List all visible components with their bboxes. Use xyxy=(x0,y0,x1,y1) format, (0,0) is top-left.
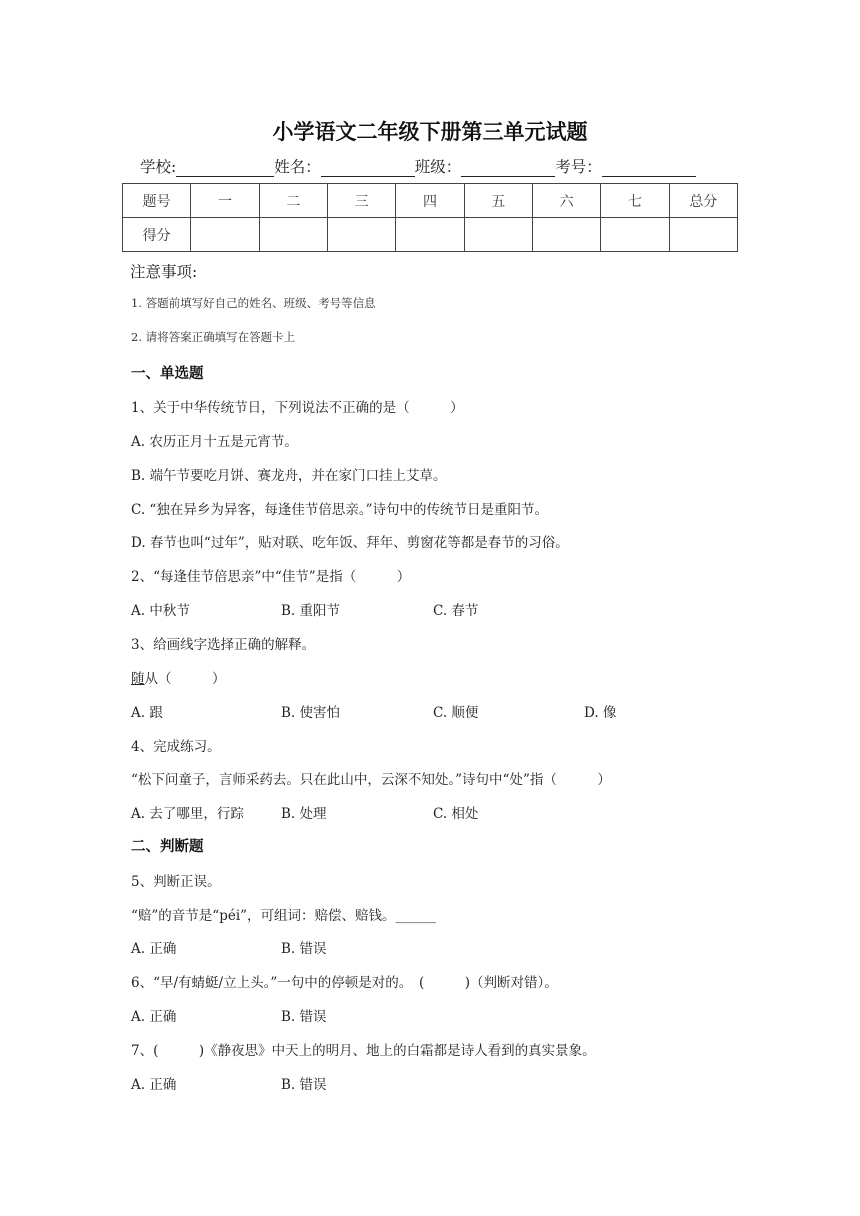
score-header-cell: 六 xyxy=(532,184,600,218)
question-1-stem: 1、关于中华传统节日，下列说法不正确的是（ ） xyxy=(131,400,464,416)
score-table xyxy=(122,183,738,252)
note-item: 1. 答题前填写好自己的姓名、班级、考号等信息 xyxy=(131,296,376,310)
question-5-option-a[interactable]: A. 正确 xyxy=(131,941,177,957)
score-cell[interactable] xyxy=(396,218,464,252)
question-4-passage: “松下问童子，言师采药去。只在此山中，云深不知处。”诗句中“处”指（ ） xyxy=(131,772,611,788)
question-6-option-a[interactable]: A. 正确 xyxy=(131,1009,177,1025)
exam-title: 小学语文二年级下册第三单元试题 xyxy=(272,120,588,144)
question-3-word-rest: 从（ ） xyxy=(144,671,226,687)
question-5-option-b[interactable]: B. 错误 xyxy=(281,941,327,957)
score-header-cell: 题号 xyxy=(123,184,191,218)
score-row-label: 得分 xyxy=(123,218,191,252)
score-table-score-row xyxy=(123,218,738,252)
score-header-cell: 总分 xyxy=(669,184,737,218)
question-5-stem: 5、判断正误。 xyxy=(131,874,221,890)
exam-number-label: 考号： xyxy=(555,158,602,176)
exam-number-blank[interactable] xyxy=(602,160,696,177)
question-1-option-b[interactable]: B. 端午节要吃月饼、赛龙舟，并在家门口挂上艾草。 xyxy=(131,468,447,484)
score-cell[interactable] xyxy=(327,218,395,252)
question-2-stem: 2、“每逢佳节倍思亲”中“佳节”是指（ ） xyxy=(131,569,411,585)
score-cell[interactable] xyxy=(464,218,532,252)
question-3-option-a[interactable]: A. 跟 xyxy=(131,705,163,721)
question-3-option-c[interactable]: C. 顺便 xyxy=(433,705,479,721)
name-label: 姓名： xyxy=(274,158,321,176)
question-2-option-c[interactable]: C. 春节 xyxy=(433,603,479,619)
underlined-character: 随 xyxy=(131,671,145,687)
score-cell[interactable] xyxy=(532,218,600,252)
question-7-option-b[interactable]: B. 错误 xyxy=(281,1077,327,1093)
class-blank[interactable] xyxy=(461,160,555,177)
question-7-stem: 7、( )《静夜思》中天上的明月、地上的白霜都是诗人看到的真实景象。 xyxy=(131,1043,596,1059)
score-header-cell: 四 xyxy=(396,184,464,218)
question-3-option-b[interactable]: B. 使害怕 xyxy=(281,705,341,721)
question-4-option-b[interactable]: B. 处理 xyxy=(281,806,327,822)
score-cell[interactable] xyxy=(191,218,259,252)
score-cell[interactable] xyxy=(601,218,669,252)
score-table-header-row xyxy=(123,184,738,218)
section-heading-single-choice: 一、单选题 xyxy=(131,366,204,382)
question-4-stem: 4、完成练习。 xyxy=(131,739,221,755)
question-3-stem: 3、给画线字选择正确的解释。 xyxy=(131,637,316,653)
question-3-word xyxy=(131,667,226,687)
score-header-cell: 三 xyxy=(327,184,395,218)
note-item: 2. 请将答案正确填写在答题卡上 xyxy=(131,330,296,344)
question-6-option-b[interactable]: B. 错误 xyxy=(281,1009,327,1025)
question-5-statement: “赔”的音节是“péi”，可组词：赔偿、赔钱。______ xyxy=(131,908,437,924)
score-header-cell: 七 xyxy=(601,184,669,218)
question-2-option-a[interactable]: A. 中秋节 xyxy=(131,603,190,619)
section-heading-true-false: 二、判断题 xyxy=(131,839,204,855)
name-blank[interactable] xyxy=(321,160,415,177)
class-label: 班级： xyxy=(414,158,462,176)
question-6-stem: 6、“早/有蜻蜓/立上头。”一句中的停顿是对的。 ( )（判断对错）。 xyxy=(131,975,558,991)
question-1-option-a[interactable]: A. 农历正月十五是元宵节。 xyxy=(131,434,298,450)
question-4-option-c[interactable]: C. 相处 xyxy=(433,806,479,822)
notes-heading: 注意事项: xyxy=(130,263,198,281)
question-1-option-c[interactable]: C. “独在异乡为异客，每逢佳节倍思亲。”诗句中的传统节日是重阳节。 xyxy=(131,502,548,518)
score-header-cell: 二 xyxy=(259,184,327,218)
score-cell[interactable] xyxy=(259,218,327,252)
score-header-cell: 五 xyxy=(464,184,532,218)
school-blank[interactable] xyxy=(176,160,274,177)
question-7-option-a[interactable]: A. 正确 xyxy=(131,1077,177,1093)
question-4-option-a[interactable]: A. 去了哪里，行踪 xyxy=(131,806,244,822)
score-header-cell: 一 xyxy=(191,184,259,218)
question-3-option-d[interactable]: D. 像 xyxy=(584,705,617,721)
student-info-line xyxy=(140,155,696,177)
question-2-option-b[interactable]: B. 重阳节 xyxy=(281,603,341,619)
question-1-option-d[interactable]: D. 春节也叫“过年”，贴对联、吃年饭、拜年、剪窗花等都是春节的习俗。 xyxy=(131,535,569,551)
school-label: 学校: xyxy=(140,158,177,176)
score-cell[interactable] xyxy=(669,218,737,252)
